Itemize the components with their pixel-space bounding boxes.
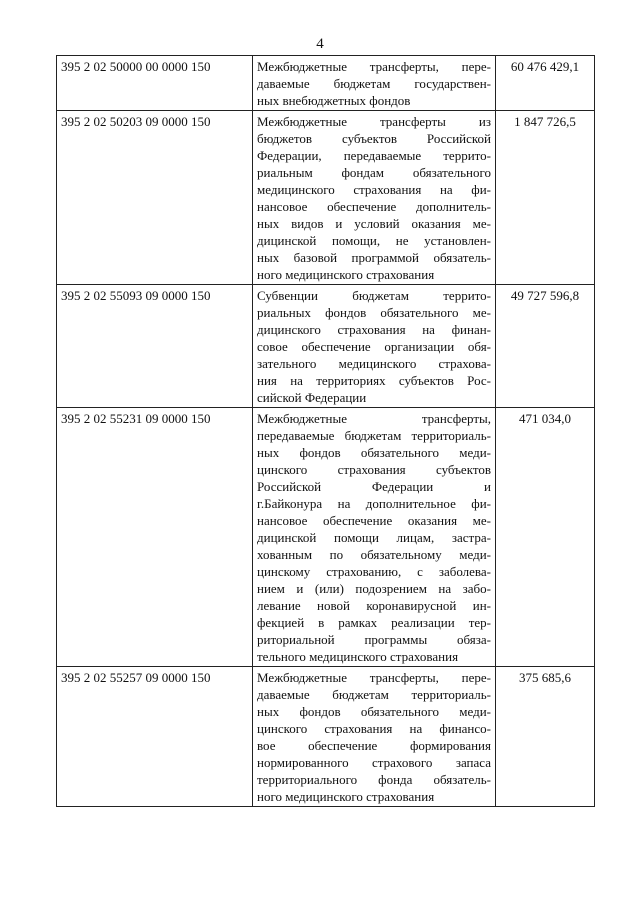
table-row [57, 111, 595, 285]
table-row [57, 408, 595, 667]
budget-item-name-cell [253, 111, 496, 285]
budget-item-name-line: хованным по обязательному меди- [257, 547, 491, 562]
budget-item-name-line: цинского страхования субъектов [257, 462, 491, 477]
budget-item-name-line: левание новой коронавирусной ин- [257, 598, 491, 613]
page-number: 4 [316, 36, 324, 52]
budget-item-name-line: передаваемые бюджетам территориаль- [257, 428, 491, 443]
budget-item-name-line: тельного медицинского страхования [257, 649, 459, 664]
budget-item-name-line: нансовое обеспечение оказания ме- [257, 513, 491, 528]
budget-item-name-line: Межбюджетные трансферты, пере- [257, 59, 491, 74]
budget-item-name-line: риальных фондов обязательного ме- [257, 305, 491, 320]
budget-amount-cell: 49 727 596,8 [496, 285, 595, 408]
budget-item-name-line: ных видов и условий оказания ме- [257, 216, 491, 231]
budget-item-name-line: дицинской помощи лицам, застра- [257, 530, 491, 545]
budget-item-name-cell [253, 285, 496, 408]
budget-code-cell: 395 2 02 55093 09 0000 150 [57, 285, 253, 408]
budget-item-name-line: Межбюджетные трансферты, пере- [257, 670, 491, 685]
budget-amount-cell: 60 476 429,1 [496, 56, 595, 111]
budget-code-cell: 395 2 02 55231 09 0000 150 [57, 408, 253, 667]
budget-item-name-line: ных фондов обязательного меди- [257, 704, 491, 719]
budget-code-cell: 395 2 02 55257 09 0000 150 [57, 667, 253, 807]
budget-item-name-cell [253, 56, 496, 111]
budget-item-name-line: ных базовой программой обязатель- [257, 250, 491, 265]
table-row [57, 285, 595, 408]
table-row [57, 667, 595, 807]
budget-item-name-line: Субвенции бюджетам террито- [257, 288, 491, 303]
budget-amount-cell: 375 685,6 [496, 667, 595, 807]
budget-item-name-line: нием и (или) подозрением на забо- [257, 581, 491, 596]
budget-item-name-line: г.Байконура на дополнительное фи- [257, 496, 491, 511]
budget-item-name-line: бюджетов субъектов Российской [257, 131, 491, 146]
budget-item-name-line: зательного медицинского страхова- [257, 356, 491, 371]
budget-item-name-line: территориального фонда обязатель- [257, 772, 491, 787]
table-row [57, 56, 595, 111]
budget-table [56, 55, 595, 807]
budget-item-name-line: ных фондов обязательного меди- [257, 445, 491, 460]
budget-item-name-line: фекцией в рамках реализации тер- [257, 615, 491, 630]
budget-item-name-line: ния на территориях субъектов Рос- [257, 373, 491, 388]
budget-item-name-line: дицинской помощи, не установлен- [257, 233, 491, 248]
budget-item-name-line: Российской Федерации и [257, 479, 491, 494]
budget-item-name-line: цинского страхования на финансо- [257, 721, 491, 736]
budget-item-name-line: даваемые бюджетам территориаль- [257, 687, 491, 702]
budget-item-name-line: совое обеспечение организации обя- [257, 339, 491, 354]
budget-item-name-line: Межбюджетные трансферты, [257, 411, 491, 426]
budget-item-name-line: нансовое обеспечение дополнитель- [257, 199, 491, 214]
budget-item-name-line: вое обеспечение формирования [257, 738, 491, 753]
budget-item-name-line: нормированного страхового запаса [257, 755, 491, 770]
budget-item-name-line: ного медицинского страхования [257, 789, 435, 804]
budget-item-name-line: ных внебюджетных фондов [257, 93, 411, 108]
budget-item-name-cell [253, 667, 496, 807]
budget-table-body [57, 56, 595, 807]
budget-item-name-cell [253, 408, 496, 667]
budget-item-name-line: даваемые бюджетам государствен- [257, 76, 491, 91]
budget-item-name-line: медицинского страхования на фи- [257, 182, 491, 197]
budget-item-name-line: Межбюджетные трансферты из [257, 114, 491, 129]
budget-item-name-line: риториальной программы обяза- [257, 632, 491, 647]
budget-item-name-line: дицинского страхования на финан- [257, 322, 491, 337]
budget-code-cell: 395 2 02 50203 09 0000 150 [57, 111, 253, 285]
budget-amount-cell: 1 847 726,5 [496, 111, 595, 285]
budget-item-name-line: сийской Федерации [257, 390, 367, 405]
budget-item-name-line: риальным фондам обязательного [257, 165, 491, 180]
budget-item-name-line: ного медицинского страхования [257, 267, 435, 282]
budget-item-name-line: Федерации, передаваемые террито- [257, 148, 491, 163]
budget-code-cell: 395 2 02 50000 00 0000 150 [57, 56, 253, 111]
budget-item-name-line: цинскому страхованию, с заболева- [257, 564, 491, 579]
budget-amount-cell: 471 034,0 [496, 408, 595, 667]
